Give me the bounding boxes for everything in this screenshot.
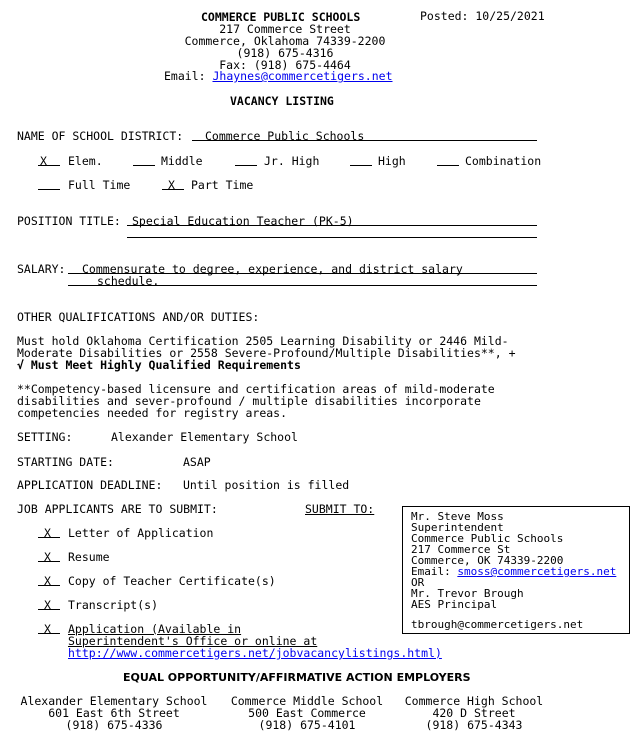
submit-item-resume: Resume [68,550,110,564]
district-label: NAME OF SCHOOL DISTRICT: [17,129,184,143]
level-combination-blank [437,165,459,166]
school-alexander-name: Alexander Elementary School [20,694,208,708]
school-high-street: 420 D Street [432,706,516,720]
header-street: 217 Commerce Street [219,22,351,36]
contact-title-2: AES Principal [411,598,498,611]
submit-item-mark: X [44,550,51,564]
position-value: Special Education Teacher (PK-5) [132,214,354,228]
setting-value: Alexander Elementary School [111,430,298,444]
submit-item-mark: X [44,526,51,540]
salary-label: SALARY: [17,262,66,276]
contact-name-1: Mr. Steve Moss [411,510,504,523]
other-label: OTHER QUALIFICATIONS AND/OR DUTIES: [17,310,260,324]
submit-item-blank [38,609,60,610]
submit-item-blank [38,561,60,562]
contact-email-line [411,566,616,577]
submit-item-blank [38,633,60,634]
starting-value: ASAP [183,455,211,469]
submit-item-mark: X [44,622,51,636]
school-middle-phone: (918) 675-4101 [258,718,356,732]
parttime-label: Part Time [191,178,254,192]
contact-org: Commerce Public Schools [411,532,564,545]
submit-item-mark: X [44,598,51,612]
school-alexander-phone: (918) 675-4336 [65,718,163,732]
school-name: COMMERCE PUBLIC SCHOOLS [201,10,361,24]
level-elem-label: Elem. [68,154,103,168]
school-high-name: Commerce High School [404,694,544,708]
level-elem-mark: X [40,154,47,168]
starting-label: STARTING DATE: [17,455,114,469]
level-combination-label: Combination [465,154,542,168]
school-middle-street: 500 East Commerce [248,706,366,720]
position-label: POSITION TITLE: [17,214,121,228]
school-alexander-street: 601 East 6th Street [48,706,180,720]
contact-box [402,506,630,634]
other-p2-line3: competencies needed for registry areas. [17,406,288,420]
district-underline [192,140,537,141]
highly-qualified-requirement: √ Must Meet Highly Qualified Requirements [17,358,301,372]
contact-email-label: Email: [411,565,451,578]
other-p2-line1: **Competency-based licensure and certification areas of mild-moderate [17,382,495,396]
other-p2-line2: disabilities and sever-profound / multiple disabilities incorporate [17,394,481,408]
header-fax: Fax: (918) 675-4464 [219,58,351,72]
salary-underline-2 [68,285,537,286]
parttime-blank [162,189,184,190]
submit-item-mark: X [44,574,51,588]
header-email-link[interactable]: Jhaynes@commercetigers.net [212,69,393,83]
other-p1-line1: Must hold Oklahoma Certification 2505 Learning Disability or 2446 Mild- [17,334,509,348]
contact-email-link[interactable]: smoss@commercetigers.net [457,565,617,578]
submit-item-blank [38,537,60,538]
submit-item-application: Application (Available in [68,622,242,636]
header-city: Commerce, Oklahoma 74339-2200 [184,34,386,48]
header-phone: (918) 675-4316 [236,46,334,60]
header-email-label: Email: [164,69,206,83]
submit-label: JOB APPLICANTS ARE TO SUBMIT: [17,502,218,516]
other-p1-line2: Moderate Disabilities or 2558 Severe-Profound/Multiple Disabilities**, + [17,346,516,360]
salary-line-1: Commensurate to degree, experience, and district salary [82,262,463,276]
position-underline-2 [127,237,537,238]
level-middle-blank [133,165,155,166]
level-high-blank [350,165,372,166]
fulltime-label: Full Time [68,178,131,192]
deadline-value: Until position is filled [183,478,350,492]
submit-item-certificate: Copy of Teacher Certificate(s) [68,574,276,588]
posted-date: Posted: 10/25/2021 [420,9,545,23]
school-middle-name: Commerce Middle School [230,694,384,708]
deadline-label: APPLICATION DEADLINE: [17,478,163,492]
header-email-line [164,70,393,82]
contact-or: OR [411,576,425,589]
contact-title-1: Superintendent [411,521,504,534]
contact-street: 217 Commerce St [411,543,511,556]
school-high-phone: (918) 675-4343 [425,718,523,732]
submit-item-transcript: Transcript(s) [68,598,159,612]
district-value: Commerce Public Schools [205,129,365,143]
position-underline-1 [127,225,537,226]
level-jrhigh-blank [235,165,257,166]
submit-item-letter: Letter of Application [68,526,214,540]
parttime-mark: X [168,178,175,192]
contact-email-2: tbrough@commercetigers.net [411,618,584,631]
level-elem-blank [38,165,60,166]
submit-to-label: SUBMIT TO: [305,502,375,516]
page-title: VACANCY LISTING [230,94,334,108]
submit-item-blank [38,585,60,586]
contact-name-2: Mr. Trevor Brough [411,587,524,600]
submit-item-application-line2: Superintendent's Office or online at [68,634,318,648]
setting-label: SETTING: [17,430,73,444]
level-high-label: High [378,154,406,168]
level-jrhigh-label: Jr. High [264,154,320,168]
salary-line-2: schedule. [97,274,160,288]
eoe-statement: EQUAL OPPORTUNITY/AFFIRMATIVE ACTION EMPLOYERS [123,671,471,684]
level-middle-label: Middle [161,154,203,168]
fulltime-blank [38,189,60,190]
job-listings-link[interactable]: http://www.commercetigers.net/jobvacancylistings.html) [68,646,442,660]
contact-city: Commerce, OK 74339-2200 [411,554,564,567]
